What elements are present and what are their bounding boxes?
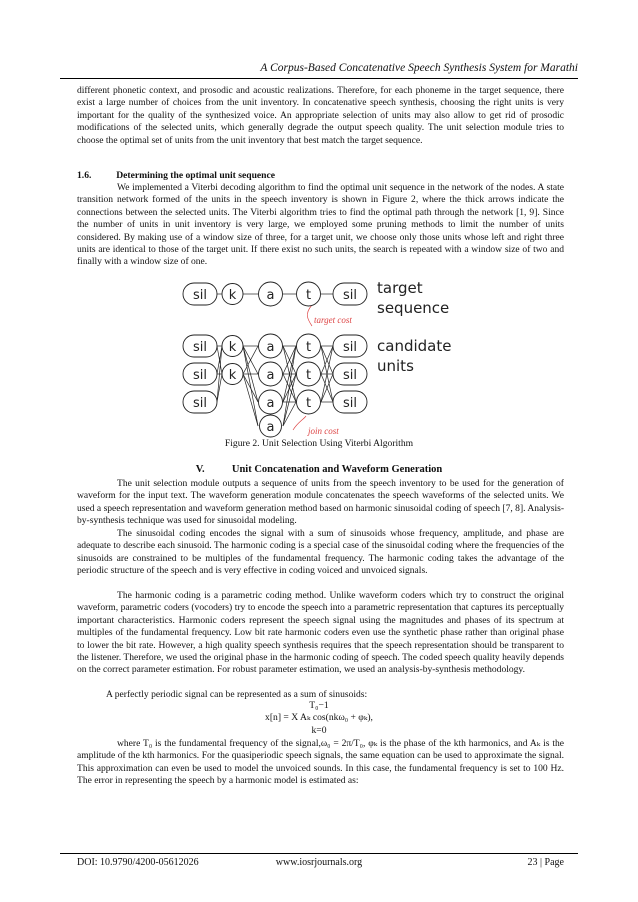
subsection-title: Determining the optimal unit sequence (116, 170, 276, 181)
svg-text:a: a (266, 340, 275, 355)
candidate-node-sil (183, 363, 217, 385)
target-node-a (259, 282, 283, 306)
candidate-node-a (259, 390, 283, 414)
svg-text:sil: sil (193, 396, 207, 411)
svg-text:t: t (305, 368, 312, 383)
join-cost-label: join cost (308, 426, 339, 436)
svg-text:sil: sil (193, 340, 207, 355)
target-node-k (222, 284, 243, 305)
figure-caption: Figure 2. Unit Selection Using Viterbi Algorithm (224, 438, 414, 449)
section-number: V. (195, 464, 205, 475)
target-node-sil-start (183, 283, 217, 305)
target-label-line2: sequence (377, 299, 450, 317)
svg-text:sil: sil (343, 368, 357, 383)
subsection-number: 1.6. (77, 170, 92, 181)
target-cost-label: target cost (314, 315, 352, 325)
svg-text:k: k (228, 288, 237, 303)
candidate-node-k (222, 336, 243, 357)
candidate-label-line1: candidate (377, 337, 452, 355)
svg-text:a: a (266, 368, 275, 383)
paragraph-unit-selection: different phonetic context, and prosodic and acoustic realizations. Therefore, for each phoneme in the target sequence, there exist a large number of choices from the unit inventory. In concatenative speech synthesis, choosing the right units is very important for the quality of the synthesized voice. An appropriate selection of units may also allow to get rid of prosodic modifications of the selected units, which generally degrade the output speech quality. The unit selection module tries to choose the optimal set of units from the unit inventory that best match the target sequence. (77, 85, 564, 146)
candidate-node-t (297, 362, 321, 386)
equation-lower-limit: k=0 (311, 725, 327, 736)
svg-text:k: k (228, 340, 237, 355)
footer-site: www.iosrjournals.org (275, 857, 363, 868)
paragraph-periodic-signal: A perfectly periodic signal can be represented as a sum of sinusoids: (106, 689, 368, 700)
candidate-node-sil (183, 335, 217, 357)
svg-text:sil: sil (193, 368, 207, 383)
paragraph-sinusoidal-coding: The sinusoidal coding encodes the signal with a sum of sinusoids whose frequency, amplitude, and phase are adequate to describe each sinusoid. The harmonic coding is a special case of the sinusoidal coding where the frequencies of the sinusoids are constrained to be multiples of the fundamental frequency. The harmonic coding takes the advantage of the periodic structure of the speech and is very effective in coding voiced and unvoiced signals. (77, 528, 564, 577)
svg-text:t: t (305, 340, 312, 355)
candidate-node-a (260, 415, 282, 437)
candidate-node-sil (333, 335, 367, 357)
svg-text:a: a (266, 288, 275, 303)
candidate-node-a (259, 362, 283, 386)
header-rule (60, 78, 578, 79)
candidate-node-sil (183, 391, 217, 413)
candidate-node-sil (333, 363, 367, 385)
svg-text:a: a (266, 420, 275, 435)
svg-text:a: a (266, 396, 275, 411)
paragraph-viterbi: We implemented a Viterbi decoding algorithm to find the optimal unit sequence in the network of the nodes. A state transition network formed of the units in the speech inventory is shown in Figure 2, where the thick arrows indicate the connections between the selected units. The Viterbi algorithm tries to find the optimal path through the network [1, 9]. Since the number of units in unit inventory is very large, we employed some pruning methods to limit the number of units considered. By making use of a window size of three, for a target unit, we choose only those units whose left and right three units are identical to those of the target unit. If there exist no such units, the search is repeated with a window size of two and finally with a window size of one. (77, 182, 564, 268)
subsection-heading (77, 170, 275, 181)
svg-text:sil: sil (343, 396, 357, 411)
section-title: Unit Concatenation and Waveform Generation (231, 464, 443, 475)
candidate-label-line2: units (377, 357, 414, 375)
svg-text:sil: sil (343, 340, 357, 355)
target-label-line1: target (377, 279, 423, 297)
footer-rule (60, 853, 578, 854)
svg-text:t: t (305, 288, 312, 303)
candidate-node-k (222, 364, 243, 385)
paragraph-harmonic-model: where T₀ is the fundamental frequency of the signal,ω₀ = 2π/T₀, φₖ is the phase of the kth harmonics, and Aₖ is the amplitude of the kth harmonics. For the quasiperiodic speech signals, the same equation can be used to approximate the signal. This approximation can even be used to model the unvoiced sounds. In this case, the fundamental frequency is set to 100 Hz. The error in representing the speech by a harmonic model is estimated as: (77, 738, 564, 787)
footer-doi: DOI: 10.9790/4200-05612026 (77, 857, 199, 868)
section-heading (0, 464, 638, 475)
svg-text:sil: sil (343, 288, 357, 303)
equation-main: x[n] = X Aₖ cos(nkω₀ + φₖ), (265, 712, 373, 723)
unit-selection-figure (180, 276, 480, 438)
candidate-node-t (297, 390, 321, 414)
svg-text:t: t (305, 396, 312, 411)
svg-text:k: k (228, 368, 237, 383)
target-node-sil-end (333, 283, 367, 305)
target-node-t (297, 282, 321, 306)
svg-text:sil: sil (193, 288, 207, 303)
candidate-node-t (297, 334, 321, 358)
candidate-node-a (259, 334, 283, 358)
equation-upper-limit: T₀−1 (309, 700, 329, 711)
paragraph-unit-concatenation: The unit selection module outputs a sequence of units from the speech inventory to be used for the generation of waveform for the input text. The waveform generation module concatenates the speech waveforms of the selected units. We used a speech representation and waveform generation method based on harmonic sinusoidal coding of speech [7, 8]. Analysis-by-synthesis technique was used for sinusoidal modeling. (77, 478, 564, 527)
candidate-node-sil (333, 391, 367, 413)
running-header: A Corpus-Based Concatenative Speech Synthesis System for Marathi (260, 62, 578, 74)
paragraph-harmonic-coding: The harmonic coding is a parametric coding method. Unlike waveform coders which try to construct the original waveform, parametric coders (vocoders) try to encode the speech into a parametric representation that captures its perceptually important characteristics. Harmonic coders represent the speech signal using the magnitudes and phases of its spectrum at multiples of the fundamental frequency. Low bit rate harmonic coders even use the synthetic phase rather than original phase to lower the bit rate. However, a high quality speech synthesis requires that the speech representation should be transparent to the listener. Therefore, we used the original phase in the harmonic coding of speech. The coded speech quality heavily depends on the correct parameter estimation. For robust parameter estimation, we used an analysis-by-synthesis methodology. (77, 590, 564, 676)
footer-page-number: 23 | Page (527, 857, 564, 868)
